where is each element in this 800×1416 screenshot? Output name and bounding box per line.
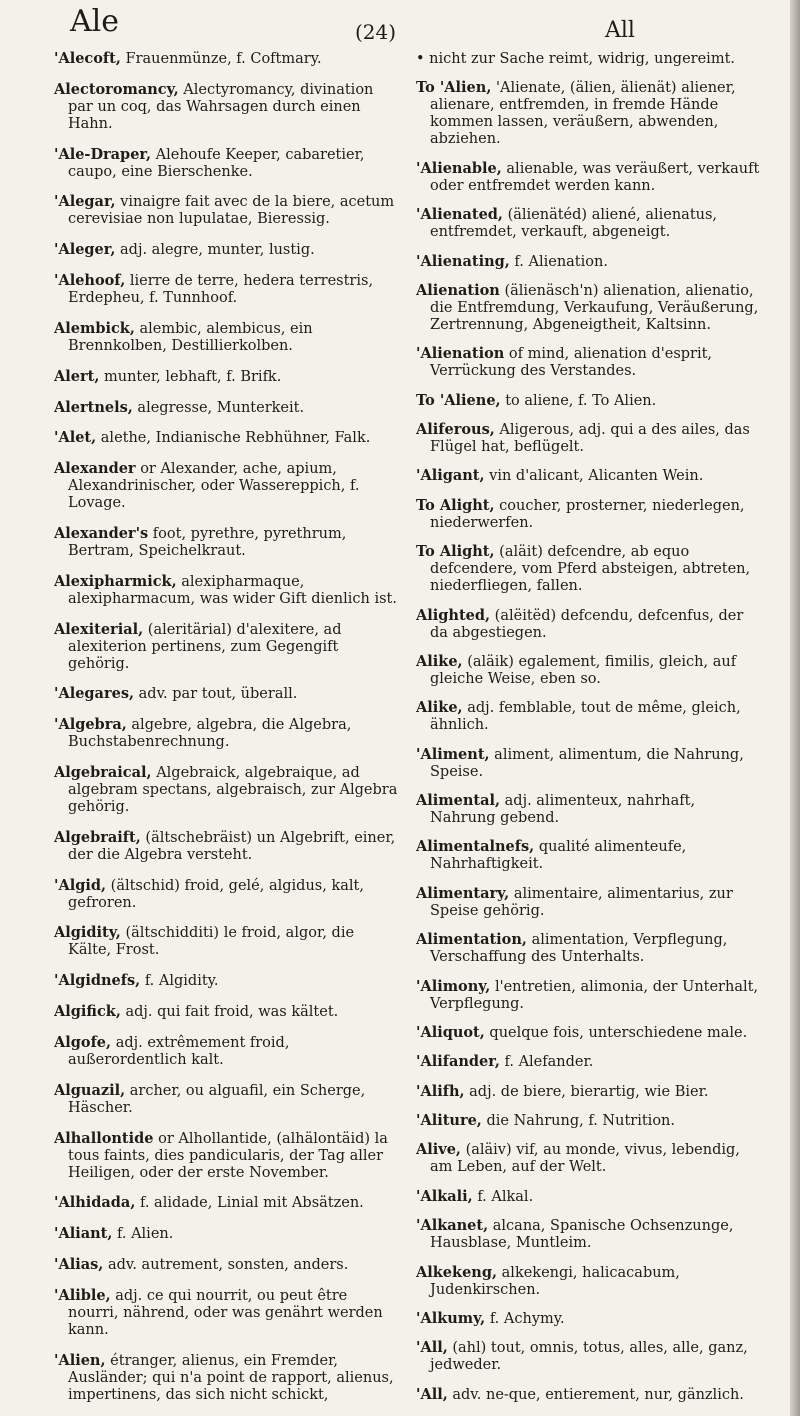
header-left-guide-word: Ale [70,4,120,39]
entry-headword: 'Alien, [54,1351,106,1369]
entry-headword: 'Alegar, [54,193,116,211]
entry-definition: adj. de biere, bierartig, wie Bier. [469,1083,709,1100]
entry-definition: f. alidade, Linial mit Absätzen. [139,1195,364,1212]
entry-headword: 'Algidnefs, [54,972,141,990]
dictionary-entry [416,792,761,827]
entry-definition: (ahl) tout, omnis, totus, alles, alle, ganz, jedweder. [430,1340,748,1374]
dictionary-entry [416,543,761,595]
dictionary-entry [54,1225,399,1243]
entry-headword: To Alight, [416,543,495,561]
dictionary-entry [54,1003,399,1021]
dictionary-entry [54,193,399,228]
dictionary-entry [416,699,761,734]
dictionary-entry [54,1082,399,1117]
entry-definition: alienable, was veräußert, verkauft oder entfremdet werden kann. [430,160,760,194]
entry-headword: Alike, [416,652,463,670]
entry-definition: alegresse, Munterkeit. [137,399,305,416]
entry-definition: (aläiv) vif, au monde, vivus, lebendig, am Leben, auf der Welt. [430,1142,740,1176]
entry-headword: Alkekeng, [416,1263,498,1281]
entry-definition: to aliene, f. To Alien. [505,392,657,409]
entry-headword: 'Alegares, [54,685,135,703]
entry-definition: algebre, algebra, die Algebra, Buchstabenrechnung. [68,717,352,751]
entry-definition: f. Alefander. [504,1054,594,1071]
entry-definition: alimentation, Verpflegung, Verschaffung des Unterhalts. [430,932,728,966]
entry-headword: Alertnels, [54,398,133,416]
entry-definition: f. Alkal. [477,1188,534,1205]
dictionary-entry [54,1287,399,1339]
dictionary-entry [54,972,399,990]
entry-definition: coucher, prosterner, niederlegen, niederwerfen. [430,497,745,531]
entry-definition: archer, ou alguafil, ein Scherge, Häscher. [68,1082,366,1116]
entry-headword: 'Aliture, [416,1112,482,1129]
dictionary-entry [416,421,761,456]
entry-definition: Alectyromancy, divination par un coq, das Wahrsagen durch einen Hahn. [68,81,374,132]
entry-headword: 'Aleger, [54,241,116,259]
entry-headword: 'All, [416,1385,448,1403]
entry-definition: quelque fois, unterschiedene male. [489,1024,748,1041]
entry-definition: alcana, Spanische Ochsenzunge, Hausblase, Muntleim. [430,1218,734,1252]
dictionary-entry [416,1024,761,1042]
entry-headword: Alembick, [54,319,135,337]
dictionary-entry [416,1053,761,1071]
entry-definition: alethe, Indianische Rebhühner, Falk. [100,430,371,447]
dictionary-entry [416,838,761,873]
dictionary-entry [416,1217,761,1252]
entry-headword: Algebraical, [54,764,152,781]
dictionary-entry [54,1352,399,1404]
dictionary-entry [54,272,399,307]
dictionary-entry [416,1083,761,1101]
dictionary-entry [54,685,399,703]
entry-headword: Alectoromancy, [54,80,179,98]
entry-headword: 'Alifander, [416,1053,500,1071]
entry-definition: adj. alegre, munter, lustig. [120,242,315,259]
dictionary-entry [416,1339,761,1374]
entry-headword: 'Alienation [416,345,505,363]
dictionary-entry [416,1310,761,1328]
entry-headword: To 'Aliene, [416,391,501,409]
entry-headword: Algifick, [54,1003,121,1021]
entry-definition: vinaigre fait avec de la biere, acetum cerevisiae non lupulatae, Bieressig. [68,194,395,228]
dictionary-entry [54,621,399,673]
entry-definition: alembic, alembicus, ein Brennkolben, Destillierkolben. [68,320,313,354]
dictionary-entry [416,160,761,195]
dictionary-entry [416,282,761,334]
entry-headword: 'Alehoof, [54,272,126,290]
entry-headword: Algebraift, [54,828,141,846]
entry-headword: Algidity, [54,924,121,942]
entry-definition: adj. alimenteux, nahrhaft, Nahrung gebend. [430,793,696,826]
entry-definition: (ältschid) froid, gelé, algidus, kalt, gefroren. [68,877,364,911]
dictionary-entry [416,1141,761,1176]
entry-definition: adj. femblable, tout de même, gleich, ähnlich. [430,700,741,734]
entry-headword: 'Alias, [54,1255,104,1273]
dictionary-entry [416,978,761,1013]
dictionary-entry [54,764,399,816]
entry-headword: Algofe, [54,1033,112,1051]
entry-headword: 'Alkanet, [416,1217,489,1235]
dictionary-entry [416,931,761,966]
entry-definition: f. Alienation. [514,253,608,270]
entry-headword: Alguazil, [54,1081,126,1099]
entry-headword: Alimentary, [416,884,510,902]
entry-headword: 'Aliquot, [416,1023,485,1041]
entry-headword: Alexander [54,460,136,478]
dictionary-entry [416,206,761,241]
dictionary-entry [54,829,399,864]
entry-definition: 'Alienate, (älien, älienät) aliener, alienare, entfremden, in fremde Hände kommen lassen, veräußern, abwenden, abziehen. [430,80,736,148]
entry-definition: qualité alimenteufe, Nahrhaftigkeit. [430,839,687,873]
entry-definition: (älienäsch'n) alienation, alienatio, die Entfremdung, Verkaufung, Veräußerung, Zertrennung, Abgeneigtheit, Kaltsinn. [430,282,759,333]
entry-definition: foot, pyrethre, pyrethrum, Bertram, Speichelkraut. [68,525,347,559]
page-edge-shadow [790,0,800,1416]
entry-definition: alimentaire, alimentarius, zur Speise gehörig. [430,885,733,919]
entry-definition: adj. extrêmement froid, außerordentlich kalt. [68,1034,290,1068]
entry-definition: adj. ce qui nourrit, ou peut être nourri, nährend, oder was genährt werden kann. [68,1287,383,1338]
dictionary-entry [54,50,399,68]
entry-headword: Alighted, [416,606,491,624]
entry-headword: 'Alifh, [416,1082,465,1100]
entry-headword: Alienation [416,281,500,299]
dictionary-entry [54,1256,399,1274]
entry-headword: Alimentation, [416,931,527,949]
dictionary-entry [54,146,399,181]
entry-definition: adj. qui fait froid, was kältet. [125,1004,339,1021]
entry-headword: 'Algid, [54,876,107,894]
dictionary-entry [416,653,761,688]
dictionary-entry [54,573,399,608]
entry-definition: alkekengi, halicacabum, Judenkirschen. [430,1264,680,1298]
dictionary-entry [54,1034,399,1069]
right-column [416,50,761,1404]
entry-headword: 'Alienated, [416,206,503,224]
entry-definition: or Alhollantide, (alhälontäid) la tous faints, dies pandicularis, der Tag aller Heiligen, oder der erste November. [68,1130,388,1181]
dictionary-entry [54,429,399,447]
dictionary-entry [416,50,761,68]
entry-definition: étranger, alienus, ein Fremder, Ausländer; qui n'a point de rapport, alienus, impertinens, das sich nicht schickt, [68,1352,394,1403]
entry-headword: To 'Alien, [416,79,492,97]
entry-definition: adv. autrement, sonsten, anders. [107,1256,349,1273]
entry-headword: 'Alet, [54,429,97,447]
page-number: (24) [355,20,397,44]
entry-definition: munter, lebhaft, f. Brifk. [103,368,282,385]
dictionary-entry [416,497,761,532]
dictionary-entry [54,460,399,512]
entry-headword: 'Algebra, [54,716,127,734]
entry-headword: 'Alienable, [416,159,502,177]
entry-definition: f. Alien. [117,1226,174,1243]
dictionary-entry [416,1264,761,1299]
dictionary-entry [54,241,399,259]
entry-headword: Alert, [54,367,100,385]
dictionary-entry [416,253,761,271]
entry-definition: die Nahrung, f. Nutrition. [486,1113,675,1129]
dictionary-entry [54,716,399,751]
dictionary-entry [54,399,399,417]
header-right-guide-word: All [605,18,635,43]
dictionary-entry [416,1112,761,1130]
entry-headword: 'Aliant, [54,1225,113,1243]
entry-definition: (aleritärial) d'alexitere, ad alexiterion pertinens, zum Gegengift gehörig. [68,621,342,672]
entry-definition: Frauenmünze, f. Coftmary. [125,51,322,67]
entry-headword: 'Ale-Draper, [54,145,152,163]
entry-definition: alexipharmaque, alexipharmacum, was wider Gift dienlich ist. [68,573,397,607]
dictionary-entry [54,368,399,386]
entry-headword: 'Alienating, [416,252,510,270]
entry-headword: Alike, [416,699,463,717]
dictionary-entry [416,885,761,920]
entry-definition: aliment, alimentum, die Nahrung, Speise. [430,746,744,780]
page-header [0,0,800,44]
entry-headword: To Alight, [416,496,495,514]
entry-headword: 'Alhidada, [54,1194,136,1212]
entry-headword: Alexiterial, [54,620,144,638]
entry-definition: f. Algidity. [144,973,219,990]
left-column [54,50,399,1404]
entry-headword: 'Alkumy, [416,1309,486,1327]
dictionary-entry [416,1188,761,1206]
entry-headword: 'Alkali, [416,1187,473,1205]
entry-definition: vin d'alicant, Alicanten Wein. [489,468,704,485]
entry-headword: Alexipharmick, [54,572,177,590]
entry-headword: Alive, [416,1141,461,1159]
entry-headword: Alexander's [54,524,149,542]
entry-headword: 'Aligant, [416,467,485,485]
entry-headword: Alimentalnefs, [416,838,535,856]
entry-headword: 'Alimony, [416,977,491,995]
entry-definition: (alëitëd) defcendu, defcenfus, der da abgestiegen. [430,607,744,641]
entry-headword: 'Alible, [54,1286,111,1304]
dictionary-entry [54,1130,399,1182]
dictionary-entry [54,320,399,355]
entry-definition: of mind, alienation d'esprit, Verrückung des Verstandes. [430,346,713,380]
entry-headword: Alhallontide [54,1129,154,1147]
entry-headword: 'Alecoft, [54,50,121,67]
dictionary-entry [416,79,761,148]
entry-headword: 'Aliment, [416,745,490,763]
dictionary-entry [416,345,761,380]
entry-definition: or Alexander, ache, apium, Alexandrinischer, oder Wassereppich, f. Lovage. [68,461,360,512]
entry-definition: (aläik) egalement, fimilis, gleich, auf gleiche Weise, eben so. [430,653,737,687]
entry-definition: adv. ne-que, entierement, nur, gänzlich. [452,1386,744,1403]
entry-definition: l'entretien, alimonia, der Unterhalt, Verpflegung. [430,978,759,1012]
entry-definition: adv. par tout, überall. [138,686,298,703]
entry-headword: Aliferous, [416,421,495,438]
entry-definition: lierre de terre, hedera terrestris, Erdepheu, f. Tunnhoof. [68,273,374,307]
entry-definition: (ältschebräist) un Algebrift, einer, der die Algebra versteht. [68,829,396,863]
dictionary-entry [416,467,761,485]
dictionary-entry [416,607,761,642]
entry-definition: Alehoufe Keeper, cabaretier, caupo, eine Bierschenke. [68,146,365,180]
dictionary-entry [54,525,399,560]
dictionary-entry [54,877,399,912]
dictionary-entry [54,924,399,959]
entry-definition: Algebraick, algebraique, ad algebram spectans, algebraisch, zur Algebra gehörig. [68,765,398,815]
dictionary-entry [416,746,761,781]
dictionary-entry [416,392,761,410]
dictionary-entry [54,81,399,133]
dictionary-entry [54,1194,399,1212]
dictionary-entry [416,1386,761,1404]
entry-definition: f. Achymy. [489,1310,565,1327]
entry-headword: 'All, [416,1339,448,1357]
entry-definition: (ältschidditi) le froid, algor, die Kälte, Frost. [68,925,355,959]
entry-definition: (älienätéd) aliené, alienatus, entfremdet, verkauft, abgeneigt. [430,207,718,241]
entry-definition: • nicht zur Sache reimt, widrig, ungereimt. [416,51,735,67]
entry-headword: Alimental, [416,792,501,809]
entry-definition: (aläit) defcendre, ab equo defcendere, vom Pferd absteigen, abtreten, niederfliegen, fallen. [430,544,751,595]
entry-definition: Aligerous, adj. qui a des ailes, das Flügel hat, beflügelt. [430,422,750,455]
